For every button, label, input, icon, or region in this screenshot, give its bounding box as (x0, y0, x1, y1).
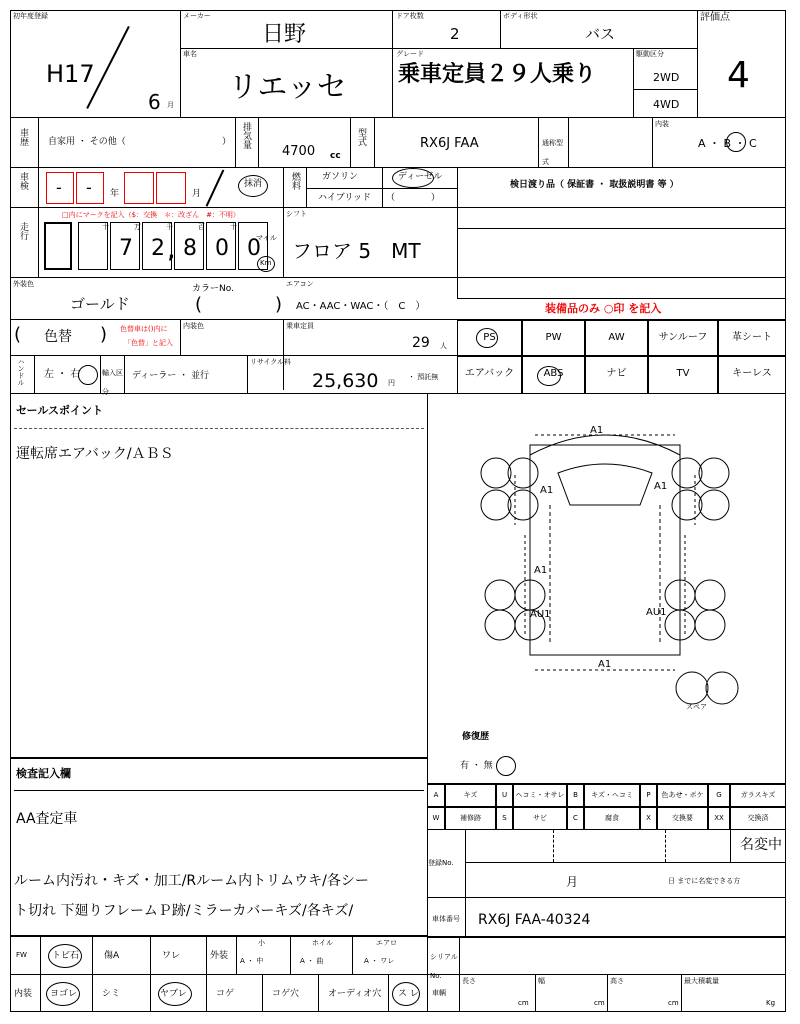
legend-item: 交換要 (672, 814, 693, 822)
sales-title: セールスポイント (16, 404, 104, 417)
mileage-digit: 0 (247, 236, 261, 261)
inner-item: シミ (102, 989, 121, 999)
shift-value: フロア 5 MT (292, 239, 421, 263)
maker-label: メーカー (183, 12, 211, 20)
repaint-label: 色替 (44, 329, 72, 345)
mileage-digit: 8 (183, 236, 197, 261)
legend-item: キズ (463, 791, 478, 799)
fw-item: 傷A (104, 951, 120, 961)
km-label: Km (260, 259, 272, 267)
reg-month: 月 (566, 875, 579, 889)
fuel-label: 燃料 (290, 172, 300, 190)
cm-unit: cm (594, 999, 605, 1007)
mile-label: マイル (256, 234, 277, 242)
fw-divider (150, 936, 151, 974)
car-name-label: 車名 (183, 50, 197, 58)
check-title: 検査記入欄 (16, 767, 71, 780)
fuel-hybrid: ハイブリッド (318, 193, 372, 203)
inspection-label: 車検 (18, 172, 28, 190)
inner-divider (262, 974, 263, 1012)
outer-color-label: 外装色 (13, 280, 34, 288)
sales-text: 運転席エアバック/ＡＢＳ (16, 446, 174, 462)
vin-label: 車体番号 (432, 915, 460, 923)
score-value: 4 (727, 55, 750, 96)
equipment-item: PS (483, 332, 496, 343)
fw-tobi-circle (48, 944, 82, 968)
size-small: 小 (258, 939, 265, 947)
inner-sure-circle (392, 982, 420, 1006)
history-label: 車歴 (18, 128, 28, 146)
drive-2wd: 2WD (653, 71, 680, 84)
legend-item: ヘコミ・オサレ (515, 791, 565, 799)
equipment-title: 装備品のみ ○印 を記入 (545, 302, 662, 315)
vehicle-diagram (430, 395, 784, 725)
body-label: ボディ形状 (503, 12, 538, 20)
inner-divider (92, 974, 93, 1012)
interior-label: 内装 (655, 120, 669, 128)
repair-label: 修復歴 (462, 732, 490, 742)
ext-divider (236, 936, 237, 974)
capacity-label: 乗車定員 (286, 322, 314, 330)
dmg-right-front: A1 (654, 481, 668, 492)
recycle-unit: 円 (388, 379, 395, 387)
width-label: 幅 (538, 977, 545, 985)
inner-item: コゲ (216, 989, 235, 999)
usage-paren: ） (222, 137, 232, 147)
legend-item: W (432, 814, 440, 822)
legend-item: S (502, 814, 507, 822)
inspection-month-box1 (124, 172, 154, 204)
dim-divider (681, 974, 682, 1012)
dmg-left-rear: AU1 (530, 609, 551, 620)
outer-color-value: ゴールド (70, 295, 130, 313)
drive-label: 駆動区分 (636, 50, 664, 58)
inner-divider (206, 974, 207, 1012)
inner-item: オーディオ穴 (328, 989, 382, 999)
inner-divider (388, 974, 389, 1012)
legend-item: 交換済 (747, 814, 769, 822)
dim-label: 車輌 (432, 989, 446, 997)
dmg-right-rear: AU1 (646, 607, 667, 618)
wheel-opts: A ・ 曲 (300, 957, 324, 965)
score-label: 評価点 (700, 12, 730, 23)
fuel-gasoline: ガソリン (322, 172, 359, 182)
mileage-label: 走行 (18, 222, 28, 240)
exterior-label: 外装 (210, 951, 229, 961)
vin-value: RX6J FAA-40324 (478, 912, 591, 928)
ext-divider (290, 936, 291, 974)
cc-unit: cc (330, 151, 341, 161)
mileage-digit: 0 (215, 236, 229, 261)
first-reg-label: 初年度登録 (13, 12, 48, 20)
handle-lr: 左 ・ 右 (44, 369, 81, 380)
grade-value: 乗車定員２９人乗り (398, 62, 597, 87)
legend-item: 補修跡 (460, 814, 481, 822)
dmg-left-side: A1 (534, 565, 548, 576)
recycle-label: リサイクル料 (250, 358, 292, 366)
mileage-digit: 2 (151, 236, 165, 261)
aircon-value: AC・AAC・WAC・（ C ） (296, 301, 426, 312)
legend-item: XX (714, 814, 724, 822)
kg-unit: Kg (766, 999, 776, 1007)
inner-item: ヤブレ (160, 989, 187, 999)
shift-label: シフト (286, 210, 307, 218)
hybrid-paren: （ ） (386, 193, 441, 203)
legend-item: A (433, 791, 439, 799)
mileage-unit: 千 (166, 223, 173, 231)
repaint-close: ) (100, 324, 108, 345)
mileage-unit: 万 (134, 223, 141, 231)
dim-divider (535, 974, 536, 1012)
inner-item: コゲ穴 (272, 989, 300, 999)
dash-2: - (86, 178, 92, 197)
equipment-item: PW (545, 332, 562, 343)
cm-unit: cm (518, 999, 529, 1007)
color-no-open: ( (195, 294, 203, 315)
equipment-item: ナビ (606, 368, 627, 379)
delivered-items: 検日渡り品（ 保証書 ・ 取扱説明書 等 ） (510, 180, 679, 190)
repaint-open: ( (14, 324, 22, 345)
capacity-unit: 人 (440, 342, 447, 350)
inner-label: 内装 (14, 989, 33, 999)
repaint-note-2: 「色替」と記入 (124, 339, 173, 347)
displacement-label: 排気量 (241, 122, 251, 149)
displacement-value: 4700 (282, 144, 316, 159)
serial-label: シリアルNo. (430, 953, 458, 980)
maker-value: 日野 (262, 22, 307, 47)
usage-text: 自家用 ・ その他（ (48, 137, 126, 147)
legend-item: G (716, 791, 722, 799)
equipment-item: サンルーフ (658, 332, 708, 343)
color-no-close: ) (275, 294, 283, 315)
common-model-label: 通称型式 (542, 139, 563, 166)
interior-grades: A ・ B ・ C (698, 137, 757, 150)
dim-divider (459, 974, 460, 1012)
check-line-3: ト切れ 下廻りフレームＰ跡/ミラーカバーキズ/各キズ/ (14, 903, 354, 919)
equipment-item: ABS (543, 368, 564, 379)
recycle-value: 25,630 (312, 370, 379, 392)
grade-label: グレード (396, 50, 424, 58)
legend-item: C (573, 814, 578, 822)
equipment-item: AW (608, 332, 625, 343)
legend-item: B (573, 791, 578, 799)
import-value: ディーラー ・ 並行 (132, 371, 210, 381)
mileage-unit: 百 (198, 223, 205, 231)
equipment-item: キーレス (732, 368, 772, 379)
capacity-value: 29 (412, 335, 430, 351)
dash-1: - (56, 178, 62, 197)
reg-label: 登録No. (428, 859, 454, 867)
height-label: 高さ (610, 977, 624, 985)
drive-4wd: 4WD (653, 98, 680, 111)
name-change: 名変中 (740, 837, 782, 853)
inner-divider (40, 974, 41, 1012)
first-reg-month: 6 (148, 90, 161, 114)
equipment-item: 革シート (732, 332, 772, 343)
legend-item: U (501, 791, 508, 799)
legend-item: サビ (533, 814, 547, 822)
dim-divider (607, 974, 608, 1012)
aero-label: エアロ (376, 939, 397, 947)
fw-divider (92, 936, 93, 974)
legend-item: P (646, 791, 651, 799)
mileage-digit: 7 (119, 236, 133, 261)
car-name-value: リエッセ (228, 70, 347, 105)
length-label: 長さ (462, 977, 476, 985)
doors-value: 2 (450, 25, 460, 43)
small-opts: A ・ 中 (240, 957, 264, 965)
ext-divider (352, 936, 353, 974)
ext-divider (206, 936, 207, 974)
fw-item: トビ石 (52, 951, 80, 961)
legend-item: 腐食 (605, 814, 619, 822)
mileage-unit: 十 (230, 223, 237, 231)
repair-options: 有 ・ 無 (460, 761, 493, 771)
interior-b-circle (726, 132, 746, 152)
inner-item: ス レ (398, 989, 419, 999)
spare-label: スペア (686, 703, 707, 711)
fuel-diesel: ディーゼル (398, 172, 443, 182)
inner-divider (318, 974, 319, 1012)
mileage-box-0 (44, 222, 72, 270)
handle-label: ハンドル (17, 358, 25, 386)
ps-circle (476, 328, 498, 348)
mileage-comma: , (168, 242, 175, 263)
equipment-item: TV (676, 368, 690, 379)
max-load-label: 最大積載量 (684, 977, 719, 985)
month-suffix: 月 (167, 101, 174, 109)
recycle-deposit: ・ 預託無 (408, 373, 439, 381)
inspection-month-box2 (156, 172, 186, 204)
inner-yabure-circle (158, 982, 192, 1006)
legend-item: キズ・ヘコミ (591, 791, 633, 799)
model-label: 型式 (356, 128, 366, 146)
mileage-note: □内にマークを記入（$：交換 ＊：改ざん #：不明） (62, 211, 240, 219)
reg-day-note: 日 までに名変できる方 (668, 877, 741, 885)
color-no-label: カラーNo. (192, 284, 234, 294)
year-suffix: 年 (110, 189, 120, 199)
wheel-label: ホイル (312, 939, 333, 947)
fw-item: ワレ (162, 951, 181, 961)
doors-label: ドア枚数 (396, 12, 424, 20)
cm-unit: cm (668, 999, 679, 1007)
equipment-item: エアバック (464, 368, 515, 379)
model-value: RX6J FAA (420, 136, 479, 151)
aero-opts: A ・ ワレ (364, 957, 395, 965)
check-line-1: AA査定車 (16, 811, 78, 827)
month-suffix-2: 月 (192, 189, 202, 199)
import-label: 輸入区分 (102, 369, 123, 396)
fw-divider (40, 936, 41, 974)
check-line-2: ルーム内汚れ・キズ・加工/Rルーム内トリムウキ/各シー (14, 873, 369, 889)
inner-divider (150, 974, 151, 1012)
first-reg-year: H17 (46, 60, 95, 88)
inner-yogore-circle (46, 982, 80, 1006)
fw-label: FW (16, 951, 27, 959)
dmg-front: A1 (590, 425, 604, 436)
dmg-left-front: A1 (540, 485, 554, 496)
mileage-unit: 十 (102, 223, 109, 231)
aircon-label: エアコン (286, 280, 314, 288)
inner-item: ヨゴレ (50, 989, 78, 999)
unregistered: 抹消 (244, 179, 263, 189)
body-value: バス (585, 25, 616, 43)
legend-item: 色あせ・ボケ (661, 791, 704, 799)
legend-item: X (646, 814, 651, 822)
repaint-note-1: 色替車は()内に (120, 325, 168, 333)
inner-color-label: 内装色 (183, 322, 204, 330)
legend-item: ガラスキズ (740, 791, 776, 799)
dmg-rear: A1 (598, 659, 612, 670)
